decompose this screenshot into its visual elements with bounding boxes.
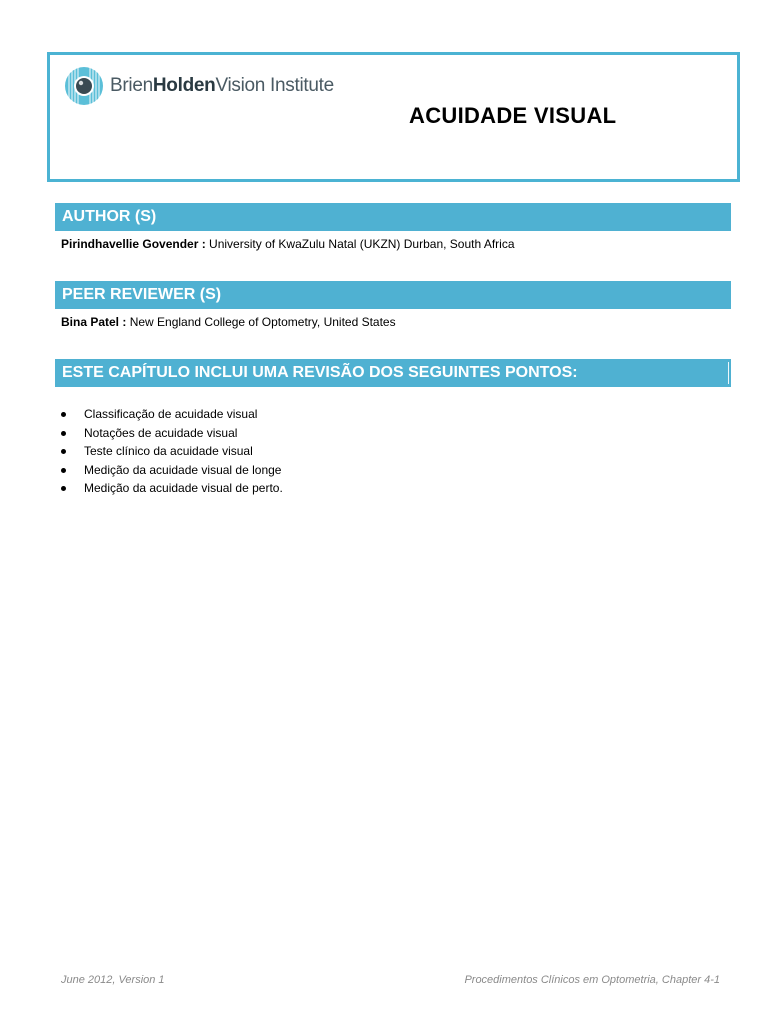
bullet-icon <box>61 431 66 436</box>
list-item <box>57 479 283 498</box>
logo-word-holden: Holden <box>152 75 216 96</box>
author-line <box>61 237 515 251</box>
bullet-icon <box>61 486 66 491</box>
reviewer-line <box>61 315 396 329</box>
brand-logo <box>64 65 334 107</box>
list-item <box>57 405 283 424</box>
reviewer-name: Bina Patel : <box>61 315 127 329</box>
list-item-text: Notações de acuidade visual <box>84 425 238 440</box>
bullet-icon <box>61 468 66 473</box>
document-title: ACUIDADE VISUAL <box>409 103 617 128</box>
header-box <box>47 52 740 182</box>
reviewers-heading: PEER REVIEWER (S) <box>55 281 731 309</box>
eye-logo-icon <box>64 66 104 106</box>
authors-heading: AUTHOR (S) <box>55 203 731 231</box>
topics-list <box>57 405 283 498</box>
bullet-icon <box>61 412 66 417</box>
logo-wordmark <box>110 75 334 97</box>
list-item-text: Medição da acuidade visual de longe <box>84 462 282 477</box>
reviewer-affiliation: New England College of Optometry, United States <box>126 315 396 329</box>
topics-heading: ESTE CAPÍTULO INCLUI UMA REVISÃO DOS SEGUINTES PONTOS: <box>55 359 731 387</box>
list-item-text: Classificação de acuidade visual <box>84 407 258 421</box>
logo-word-vision-institute: Vision Institute <box>215 75 334 96</box>
list-item <box>57 424 283 443</box>
author-name: Pirindhavellie Govender : <box>61 237 206 251</box>
bullet-icon <box>61 449 66 454</box>
list-item <box>57 461 283 480</box>
list-item-text: Medição da acuidade visual de perto. <box>84 481 283 495</box>
author-affiliation: University of KwaZulu Natal (UKZN) Durban, South Africa <box>205 237 515 251</box>
footer-version: June 2012, Version 1 <box>61 974 165 986</box>
footer-chapter: Procedimentos Clínicos em Optometria, Chapter 4-1 <box>464 974 720 986</box>
logo-word-brien: Brien <box>110 75 153 96</box>
list-item <box>57 442 283 461</box>
list-item-text: Teste clínico da acuidade visual <box>84 444 253 458</box>
